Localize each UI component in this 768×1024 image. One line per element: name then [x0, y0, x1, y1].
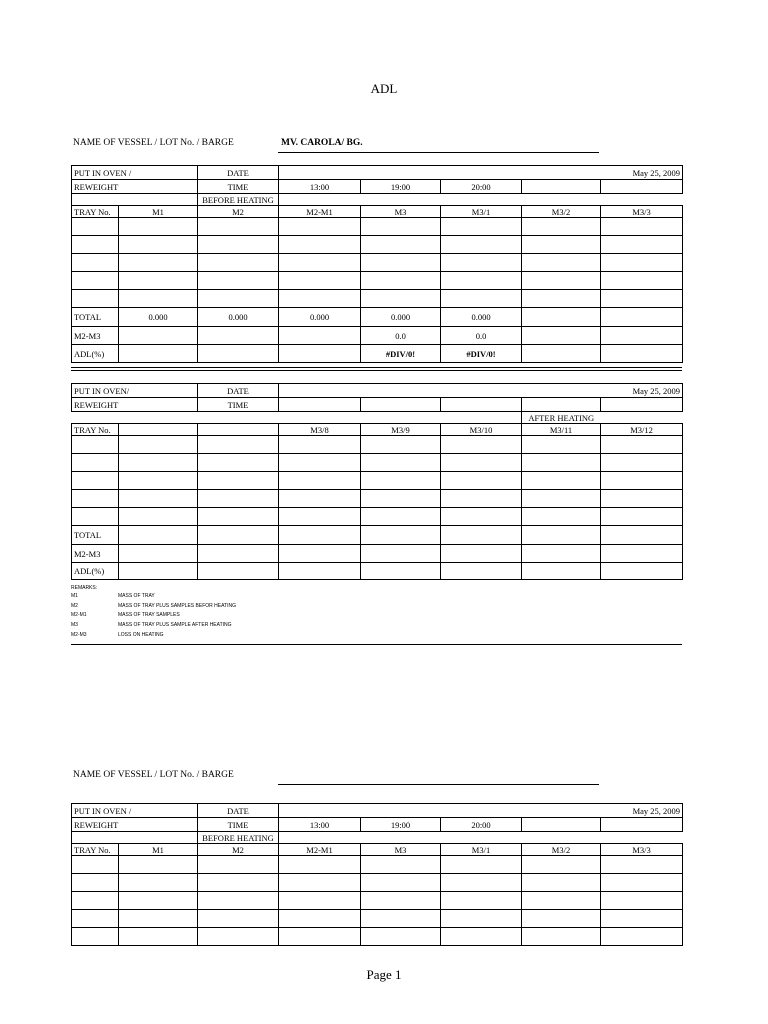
- remark-item: M2-M3 LOSS ON HEATING: [71, 631, 164, 638]
- table-row: [72, 254, 683, 272]
- header-cell: M3/11: [522, 424, 601, 436]
- put-in-oven-label: PUT IN OVEN /: [72, 804, 198, 818]
- total-cell: 0.000: [361, 308, 441, 327]
- table-row: [72, 892, 683, 910]
- remark-item: M2-M1 MASS OF TRAY SAMPLES: [71, 612, 180, 619]
- remark-item: M1 MASS OF TRAY: [71, 593, 155, 599]
- adl-cell: [198, 345, 279, 363]
- total-cell: 0.000: [279, 308, 361, 327]
- m2m3-cell: [198, 327, 279, 345]
- total-cell: 0.000: [119, 308, 198, 327]
- header-cell: M2: [198, 844, 279, 856]
- time-cell: 13:00: [279, 180, 361, 194]
- before-heating-label: BEFORE HEATING: [198, 194, 279, 206]
- total-cell: 0.000: [441, 308, 522, 327]
- header-cell: M3/9: [361, 424, 441, 436]
- header-cell: M3: [361, 206, 441, 218]
- total-label: TOTAL: [72, 308, 119, 327]
- header-cell: M2: [198, 206, 279, 218]
- table-row: [72, 472, 683, 490]
- m2m3-cell: [119, 327, 198, 345]
- document-title: ADL: [370, 81, 398, 96]
- adl-cell: #DIV/0!: [361, 345, 441, 363]
- header-cell: M3/1: [441, 844, 522, 856]
- header-cell: M3/3: [601, 844, 683, 856]
- put-in-oven-label: PUT IN OVEN /: [72, 166, 198, 180]
- date-value: May 25, 2009: [279, 804, 683, 818]
- adl-table-3: [71, 803, 683, 946]
- header-cell: M1: [119, 844, 198, 856]
- section-divider: [71, 367, 682, 368]
- header-cell: M1: [119, 206, 198, 218]
- adl-cell: [119, 345, 198, 363]
- time-cell: 19:00: [361, 818, 441, 832]
- time-cell: [522, 818, 601, 832]
- spacer-cell: [72, 194, 198, 206]
- table-row: [72, 910, 683, 928]
- adl-table-1: [71, 165, 683, 363]
- header-cell: M3/1: [441, 206, 522, 218]
- table-row: [72, 454, 683, 472]
- adl-cell: #DIV/0!: [441, 345, 522, 363]
- adl-table-2: [71, 383, 683, 580]
- put-in-oven-label: PUT IN OVEN/: [72, 384, 198, 398]
- time-cell: 19:00: [361, 180, 441, 194]
- header-cell: TRAY No.: [72, 844, 119, 856]
- page-number: Page 1: [366, 967, 402, 982]
- table-row: [72, 290, 683, 308]
- remark-item: M2 MASS OF TRAY PLUS SAMPLES BEFOR HEATING: [71, 602, 236, 609]
- header-cell: [119, 424, 198, 436]
- date-value: May 25, 2009: [279, 384, 683, 398]
- total-cell: 0.000: [198, 308, 279, 327]
- m2m3-label: M2-M3: [72, 327, 119, 345]
- spacer-cell: [279, 832, 683, 844]
- vessel-value: MV. CAROLA/ BG.: [281, 138, 363, 148]
- date-value: May 25, 2009: [279, 166, 683, 180]
- table-row: [72, 436, 683, 454]
- reweight-label: REWEIGHT: [72, 818, 198, 832]
- header-cell: M3: [361, 844, 441, 856]
- header-cell: [198, 424, 279, 436]
- table-row: [72, 272, 683, 290]
- total-cell: [522, 308, 601, 327]
- table-row: [72, 490, 683, 508]
- date-label: DATE: [198, 166, 279, 180]
- table-row: [72, 928, 683, 946]
- table-row: [72, 236, 683, 254]
- remarks-title: REMARKS:: [71, 585, 98, 591]
- time-label: TIME: [198, 398, 279, 412]
- before-heating-label: BEFORE HEATING: [198, 832, 279, 844]
- m2m3-cell: [601, 327, 683, 345]
- total-label: TOTAL: [72, 526, 119, 545]
- time-cell: [601, 180, 683, 194]
- vessel-underline: [278, 152, 599, 153]
- after-heating-label: AFTER HEATING: [528, 412, 595, 423]
- total-cell: [601, 308, 683, 327]
- spacer-cell: [279, 194, 683, 206]
- table-row: [72, 856, 683, 874]
- m2m3-cell: 0.0: [441, 327, 522, 345]
- spacer-cell: [601, 412, 683, 424]
- header-cell: TRAY No.: [72, 206, 119, 218]
- reweight-label: REWEIGHT: [72, 398, 198, 412]
- header-cell: M2-M1: [279, 844, 361, 856]
- date-label: DATE: [198, 384, 279, 398]
- header-cell: TRAY No.: [72, 424, 119, 436]
- m2m3-label: M2-M3: [72, 545, 119, 563]
- time-label: TIME: [198, 180, 279, 194]
- header-cell: M2-M1: [279, 206, 361, 218]
- time-cell: [601, 818, 683, 832]
- header-cell: M3/3: [601, 206, 683, 218]
- adl-label: ADL(%): [72, 563, 119, 580]
- adl-cell: [601, 345, 683, 363]
- date-label: DATE: [198, 804, 279, 818]
- vessel-label: NAME OF VESSEL / LOT No. / BARGE: [73, 138, 234, 148]
- header-cell: M3/10: [441, 424, 522, 436]
- time-cell: [522, 180, 601, 194]
- header-cell: M3/2: [522, 206, 601, 218]
- time-cell: 20:00: [441, 818, 522, 832]
- table-row: [72, 874, 683, 892]
- m2m3-cell: [522, 327, 601, 345]
- spacer-cell: [72, 412, 522, 424]
- adl-cell: [522, 345, 601, 363]
- remark-item: M3 MASS OF TRAY PLUS SAMPLE AFTER HEATING: [71, 622, 232, 629]
- vessel-label: NAME OF VESSEL / LOT No. / BARGE: [73, 770, 234, 780]
- spacer-cell: [72, 832, 198, 844]
- table-row: [72, 218, 683, 236]
- reweight-label: REWEIGHT: [72, 180, 198, 194]
- adl-label: ADL(%): [72, 345, 119, 363]
- header-cell: M3/2: [522, 844, 601, 856]
- m2m3-cell: [279, 327, 361, 345]
- remarks-block: [71, 585, 682, 645]
- table-row: [72, 508, 683, 526]
- time-cell: 20:00: [441, 180, 522, 194]
- section-divider: [71, 370, 682, 371]
- time-label: TIME: [198, 818, 279, 832]
- header-cell: M3/8: [279, 424, 361, 436]
- adl-cell: [279, 345, 361, 363]
- vessel-underline: [278, 784, 599, 785]
- m2m3-cell: 0.0: [361, 327, 441, 345]
- time-cell: 13:00: [279, 818, 361, 832]
- header-cell: M3/12: [601, 424, 683, 436]
